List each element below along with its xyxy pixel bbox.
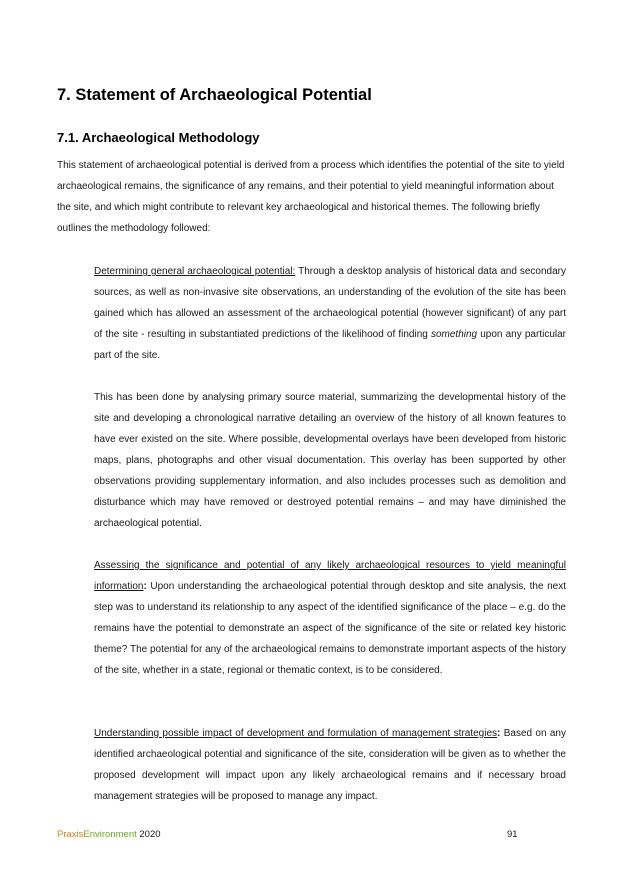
footer-brand [57,829,161,840]
impact-colon: : [497,728,501,739]
potential-text-a: Through a desktop analysis of historical data and secondary sources, as well as non-invasive site observations, an understanding of the evolution of the site has been gained which has allowed an assessment of the archaeological potential (however significant) of any part of the site - resulting in substantiated predictions of the likelihood of finding [94,266,566,340]
significance-colon: : [143,581,147,592]
potential-emphasis: something [430,329,478,340]
page-number: 91 [507,829,518,840]
significance-label: Assessing the significance and potential of any likely archaeological resources to yield meaningful information [94,560,566,592]
impact-label: Understanding possible impact of development and formulation of management strategies [94,728,498,739]
potential-paragraph [94,261,566,366]
brand-praxis: Praxis [57,829,84,840]
potential-label: Determining general archaeological potential: [94,266,296,277]
analysis-paragraph: This has been done by analysing primary source material, summarizing the developmental history of the site and developing a chronological narrative detailing an overview of the history of all known features to have ever existed on the site. Where possible, developmental overlays have been developed from historic maps, plans, photographs and other visual documentation. This overlay has been supported by other observations providing supplementary information, and also includes processes such as demolition and disturbance which may have removed or destroyed potential remains – and may have diminished the archaeological potential. [94,392,566,529]
significance-paragraph [94,555,566,681]
section-heading: 7. Statement of Archaeological Potential [57,86,372,104]
significance-text: Upon understanding the archaeological potential through desktop and site analysis, the next step was to understand its relationship to any aspect of the identified significance of the place – e.g. do the remains have the potential to demonstrate an aspect of the significance of the site or related key historic theme? The potential for any of the archaeological remains to demonstrate important aspects of the history of the site, whether in a state, regional or thematic context, is to be considered. [94,581,566,676]
brand-environment: Environment [83,829,137,840]
subsection-heading: 7.1. Archaeological Methodology [57,130,260,145]
impact-text: Based on any identified archaeological potential and significance of the site, consideration will be given as to whether the proposed development will impact upon any likely archaeological remains and if necessary broad management strategies will be proposed to manage any impact. [94,728,566,802]
intro-paragraph: This statement of archaeological potential is derived from a process which identifies the potential of the site to yield archaeological remains, the significance of any remains, and their potential to yield meaningful information about the site, and which might contribute to relevant key archaeological and historical themes. The following briefly outlines the methodology followed: [57,160,565,234]
impact-paragraph [94,723,566,807]
footer-year: 2020 [139,829,161,840]
potential-text-b: upon any particular part of the site. [94,329,567,361]
